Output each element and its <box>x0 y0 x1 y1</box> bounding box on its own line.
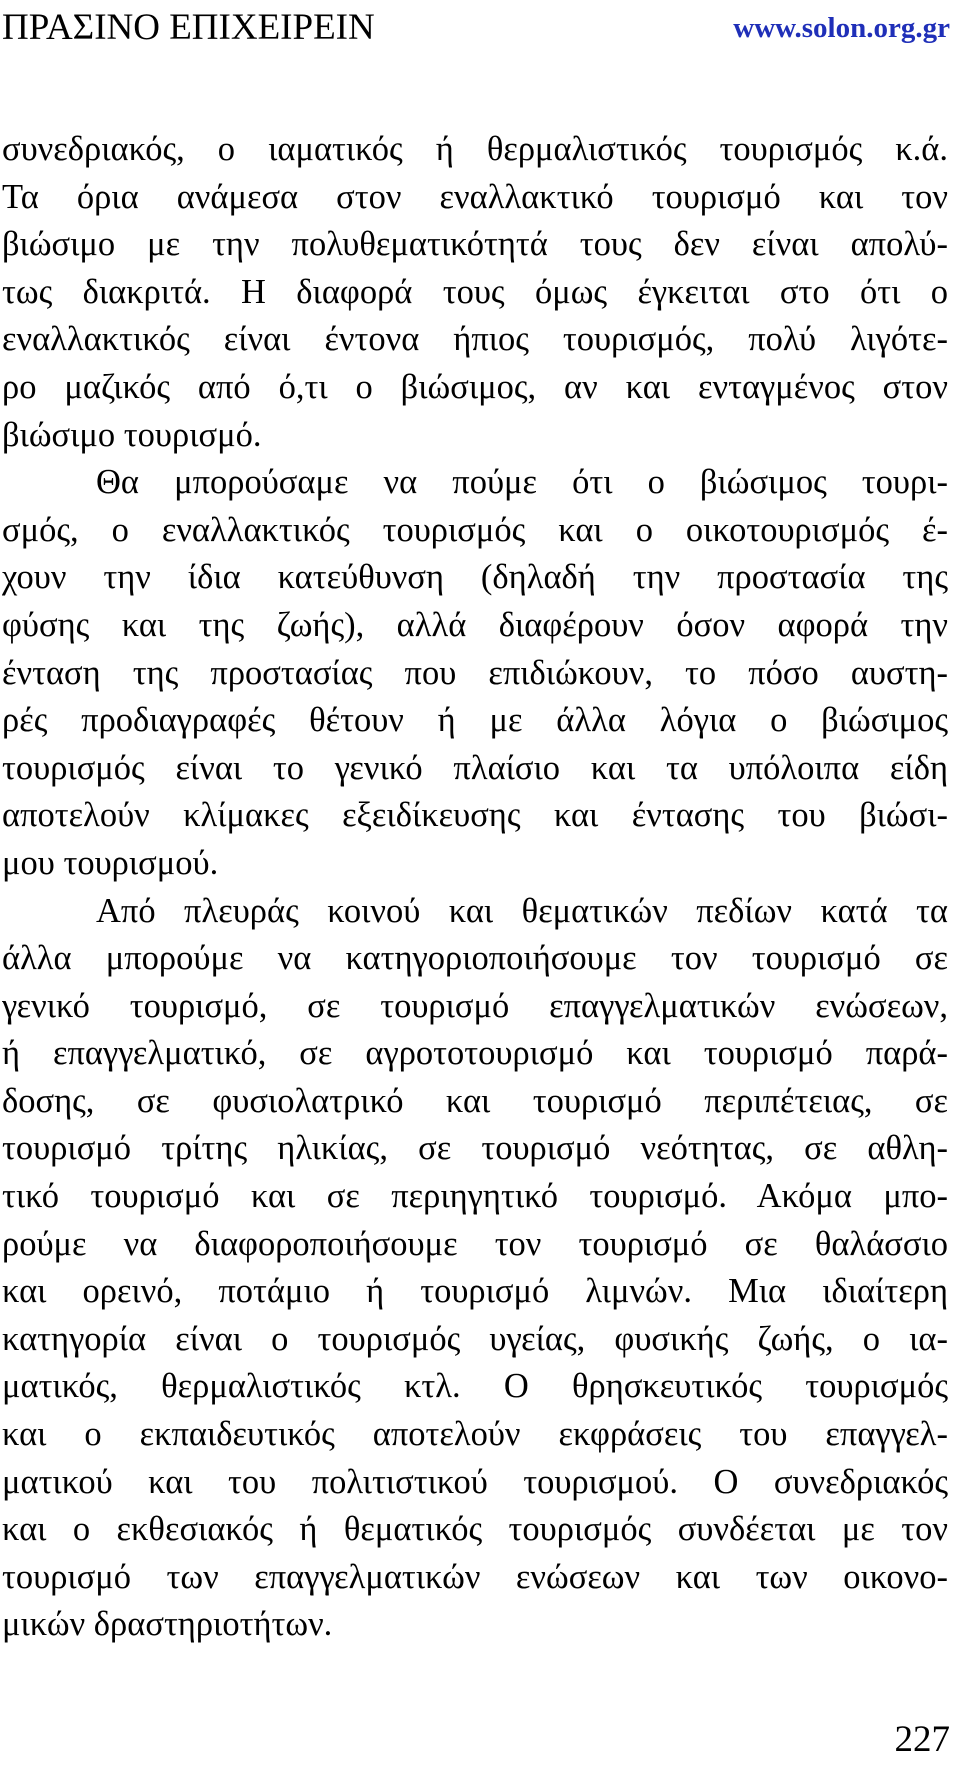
text-line: Τα όρια ανάμεσα στον εναλλακτικό τουρισμό και τον <box>2 177 948 216</box>
text-line: γενικό τουρισμό, σε τουρισμό επαγγελματικών ενώσεων, <box>2 986 948 1025</box>
text-line: συνεδριακός, ο ιαματικός ή θερμαλιστικός τουρισμός κ.ά. <box>2 130 948 168</box>
text-line: Από πλευράς κοινού και θεματικών πεδίων κατά τα <box>96 891 948 930</box>
text-line: ή επαγγελματικό, σε αγροτοτουρισμό και τουρισμό παρά- <box>2 1034 948 1073</box>
body-text <box>2 126 948 1649</box>
text-line: και ορεινό, ποτάμιο ή τουρισμό λιμνών. Μια ιδιαίτερη <box>2 1272 948 1311</box>
text-line: ρο μαζικός από ό,τι ο βιώσιμος, αν και ενταγμένος στον <box>2 367 948 406</box>
text-line: και ο εκπαιδευτικός αποτελούν εκφράσεις του επαγγελ- <box>2 1415 948 1454</box>
text-line: ρές προδιαγραφές θέτουν ή με άλλα λόγια ο βιώσιμος <box>2 701 948 740</box>
text-line: ρούμε να διαφοροποιήσουμε τον τουρισμό σε θαλάσσιο <box>2 1224 948 1263</box>
text-line: ματικού και του πολιτιστικού τουρισμού. Ο συνεδριακός <box>2 1462 948 1501</box>
text-line: Θα μπορούσαμε να πούμε ότι ο βιώσιμος τουρι- <box>96 463 948 502</box>
text-line: τουρισμό των επαγγελματικών ενώσεων και των οικονο- <box>2 1557 948 1596</box>
page-number: 227 <box>894 1719 950 1760</box>
text-line: μικών δραστηριοτήτων. <box>2 1605 333 1644</box>
text-line: τως διακριτά. Η διαφορά τους όμως έγκειται στο ότι ο <box>2 272 948 311</box>
text-line: ματικός, θερμαλιστικός κτλ. Ο θρησκευτικός τουρισμός <box>2 1367 948 1406</box>
text-line: βιώσιμο τουρισμό. <box>2 415 262 454</box>
text-line: τικό τουρισμό και σε περιηγητικό τουρισμό. Ακόμα μπο- <box>2 1177 948 1216</box>
text-line: τουρισμό τρίτης ηλικίας, σε τουρισμό νεότητας, σε αθλη- <box>2 1129 948 1168</box>
text-line: άλλα μπορούμε να κατηγοριοποιήσουμε τον τουρισμό σε <box>2 939 948 978</box>
text-line: τουρισμός είναι το γενικό πλαίσιο και τα υπόλοιπα είδη <box>2 748 948 787</box>
text-line: μου τουρισμού. <box>2 843 219 882</box>
header-url[interactable]: www.solon.org.gr <box>733 12 950 44</box>
text-line: αποτελούν κλίμακες εξειδίκευσης και έντασης του βιώσι- <box>2 796 948 835</box>
text-line: δοσης, σε φυσιολατρικό και τουρισμό περιπέτειας, σε <box>2 1081 948 1120</box>
text-line: κατηγορία είναι ο τουρισμός υγείας, φυσικής ζωής, ο ια- <box>2 1319 948 1358</box>
text-line: και ο εκθεσιακός ή θεματικός τουρισμός συνδέεται με τον <box>2 1510 948 1549</box>
text-line: βιώσιμο με την πολυθεματικότητά τους δεν είναι απολύ- <box>2 225 948 264</box>
text-line: φύσης και της ζωής), αλλά διαφέρουν όσον αφορά την <box>2 605 948 644</box>
text-line: ένταση της προστασίας που επιδιώκουν, το πόσο αυστη- <box>2 653 948 692</box>
header-title: ΠΡΑΣΙΝΟ ΕΠΙΧΕΙΡΕΙΝ <box>2 7 375 48</box>
text-line: εναλλακτικός είναι έντονα ήπιος τουρισμός, πολύ λιγότε- <box>2 320 948 359</box>
page-header <box>2 6 950 50</box>
text-line: σμός, ο εναλλακτικός τουρισμός και ο οικοτουρισμός έ- <box>2 510 948 549</box>
text-line: χουν την ίδια κατεύθυνση (δηλαδή την προστασία της <box>2 558 948 597</box>
